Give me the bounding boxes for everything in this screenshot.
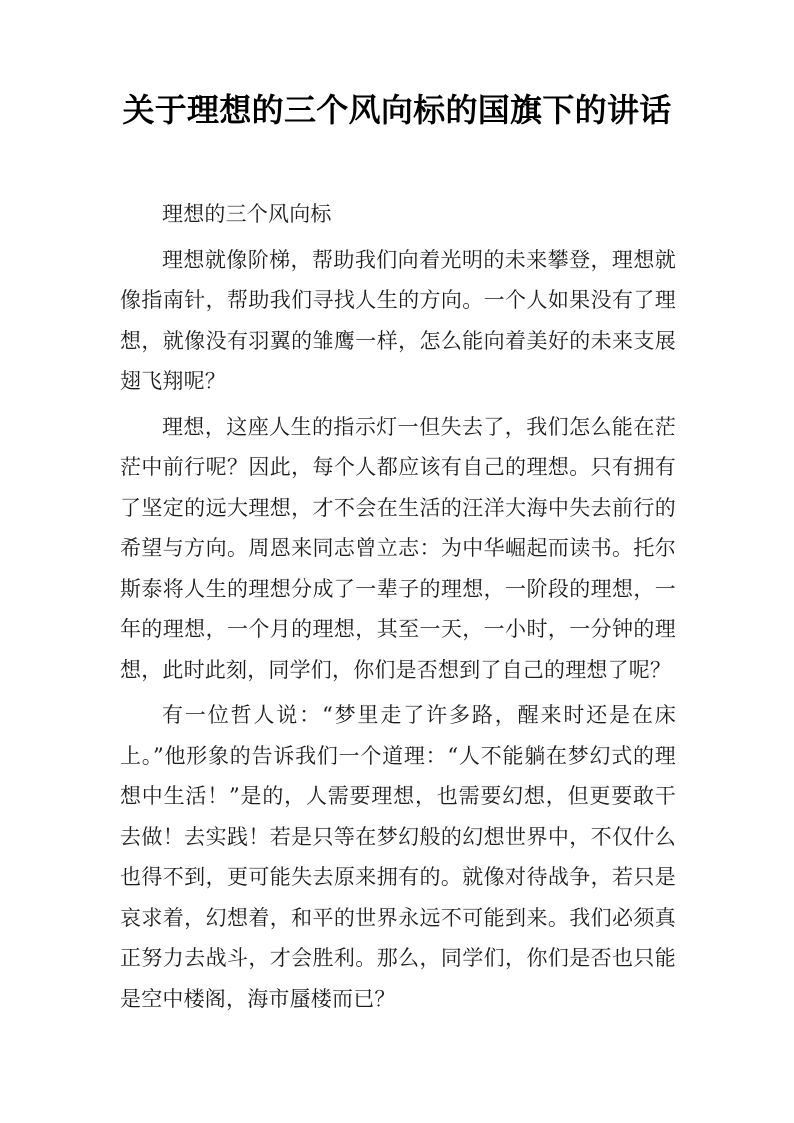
paragraph: 理想，这座人生的指示灯一但失去了，我们怎么能在茫茫中前行呢？因此，每个人都应该有自己的理想。只有拥有了坚定的远大理想，才不会在生活的汪洋大海中失去前行的希望与方向。周恩来同志曾立志：为中华崛起而读书。托尔斯泰将人生的理想分成了一辈子的理想，一阶段的理想，一年的理想，一个月的理想，其至一天，一小时，一分钟的理想，此时此刻，同学们，你们是否想到了自己的理想了呢？ — [120, 414, 676, 682]
paragraph: 有一位哲人说：“梦里走了许多路，醒来时还是在床上。”他形象的告诉我们一个道理：“人不能躺在梦幻式的理想中生活！”是的，人需要理想，也需要幻想，但更要敢干去做！去实践！若是只等在梦幻般的幻想世界中，不仅什么也得不到，更可能失去原来拥有的。就像对待战争，若只是哀求着，幻想着，和平的世界永远不可能到来。我们必须真正努力去战斗，才会胜利。那么，同学们，你们是否也只能是空中楼阁，海市蜃楼而已？ — [120, 703, 676, 1011]
document-body — [120, 194, 676, 1019]
document-title: 关于理想的三个风向标的国旗下的讲话 — [122, 91, 672, 129]
paragraph: 理想的三个风向标 — [162, 202, 332, 226]
paragraph: 理想就像阶梯，帮助我们向着光明的未来攀登，理想就像指南针，帮助我们寻找人生的方向。一个人如果没有了理想，就像没有羽翼的雏鹰一样，怎么能向着美好的未来支展翅飞翔呢？ — [120, 247, 676, 393]
